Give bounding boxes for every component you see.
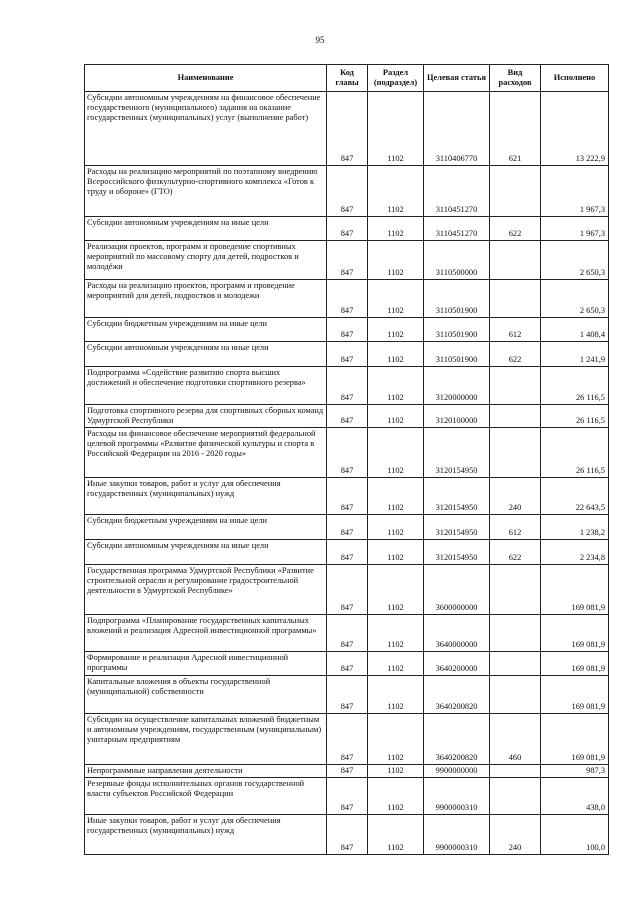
table-row: [85, 814, 609, 854]
cell-kind: [490, 777, 541, 814]
header-name: Наименование: [85, 65, 327, 92]
cell-name: Расходы на финансовое обеспечение мероприятий федеральной целевой программы «Развитие физической культуры и спорта в Российской Федерации на 2016 - 2020 годы»: [85, 428, 327, 478]
table-row: [85, 515, 609, 540]
cell-code: 847: [327, 367, 368, 405]
cell-code: 847: [327, 777, 368, 814]
cell-kind: [490, 241, 541, 280]
cell-name: Субсидии на осуществление капитальных вложений бюджетным и автономным учреждениям, государственным (муниципальным) унитарным предприятиям: [85, 714, 327, 765]
cell-name: Непрограммные направления деятельности: [85, 765, 327, 778]
table-row: [85, 342, 609, 367]
cell-section: 1102: [368, 428, 424, 478]
cell-name: Реализация проектов, программ и проведение спортивных мероприятий по массовому спорту для детей, подростков и молодёжи: [85, 241, 327, 280]
cell-section: 1102: [368, 342, 424, 367]
cell-name: Субсидии автономным учреждениям на финансовое обеспечение государственного (муниципального) задания на оказание государственных (муниципальных) услуг (выполнение работ): [85, 92, 327, 166]
cell-executed: 169 081,9: [541, 652, 609, 676]
table-row: [85, 540, 609, 565]
table-row: [85, 241, 609, 280]
cell-name: Подпрограмма «Содействие развитию спорта высших достижений и обеспечение подготовки спортивного резерва»: [85, 367, 327, 405]
cell-article: 3110451270: [424, 217, 490, 241]
cell-kind: 460: [490, 714, 541, 765]
cell-article: 3110500000: [424, 241, 490, 280]
table-row: [85, 217, 609, 241]
cell-section: 1102: [368, 280, 424, 318]
cell-executed: 26 116,5: [541, 405, 609, 428]
header-executed: Исполнено: [541, 65, 609, 92]
cell-article: 3120154950: [424, 515, 490, 540]
budget-table: [84, 64, 609, 855]
cell-code: 847: [327, 478, 368, 515]
cell-code: 847: [327, 217, 368, 241]
cell-kind: 622: [490, 540, 541, 565]
header-section: Раздел (подраздел): [368, 65, 424, 92]
cell-article: 3600000000: [424, 565, 490, 615]
table-row: [85, 367, 609, 405]
cell-executed: 13 222,9: [541, 92, 609, 166]
cell-executed: 169 081,9: [541, 714, 609, 765]
cell-executed: 169 081,9: [541, 676, 609, 714]
cell-section: 1102: [368, 166, 424, 217]
cell-section: 1102: [368, 241, 424, 280]
cell-code: 847: [327, 92, 368, 166]
cell-code: 847: [327, 814, 368, 854]
table-row: [85, 318, 609, 342]
cell-executed: 2 234,8: [541, 540, 609, 565]
cell-code: 847: [327, 565, 368, 615]
page-number: 95: [315, 35, 325, 45]
cell-code: 847: [327, 714, 368, 765]
cell-kind: 621: [490, 92, 541, 166]
cell-executed: 2 650,3: [541, 241, 609, 280]
cell-kind: [490, 280, 541, 318]
cell-kind: 622: [490, 217, 541, 241]
cell-executed: 1 408,4: [541, 318, 609, 342]
cell-section: 1102: [368, 814, 424, 854]
table-row: [85, 615, 609, 652]
cell-kind: 622: [490, 342, 541, 367]
cell-section: 1102: [368, 652, 424, 676]
cell-section: 1102: [368, 478, 424, 515]
cell-code: 847: [327, 166, 368, 217]
cell-executed: 987,3: [541, 765, 609, 778]
table-row: [85, 565, 609, 615]
cell-executed: 26 116,5: [541, 367, 609, 405]
header-article: Целевая статья: [424, 65, 490, 92]
cell-article: 3120154950: [424, 428, 490, 478]
cell-article: 9900000000: [424, 765, 490, 778]
cell-code: 847: [327, 318, 368, 342]
table-row: [85, 428, 609, 478]
cell-executed: 22 643,5: [541, 478, 609, 515]
cell-section: 1102: [368, 777, 424, 814]
cell-executed: 1 238,2: [541, 515, 609, 540]
cell-code: 847: [327, 765, 368, 778]
cell-kind: [490, 676, 541, 714]
header-kind: Вид расходов: [490, 65, 541, 92]
cell-code: 847: [327, 676, 368, 714]
cell-article: 3640200000: [424, 652, 490, 676]
cell-article: 3640200820: [424, 714, 490, 765]
cell-code: 847: [327, 515, 368, 540]
cell-name: Субсидии автономным учреждениям на иные цели: [85, 342, 327, 367]
cell-name: Иные закупки товаров, работ и услуг для обеспечения государственных (муниципальных) нужд: [85, 478, 327, 515]
cell-executed: 1 967,3: [541, 166, 609, 217]
cell-kind: [490, 428, 541, 478]
cell-name: Субсидии бюджетным учреждениям на иные цели: [85, 318, 327, 342]
cell-code: 847: [327, 540, 368, 565]
cell-article: 3110501900: [424, 280, 490, 318]
cell-name: Формирование и реализация Адресной инвестиционной программы: [85, 652, 327, 676]
cell-article: 3640000000: [424, 615, 490, 652]
cell-code: 847: [327, 405, 368, 428]
cell-name: Субсидии автономным учреждениям на иные цели: [85, 540, 327, 565]
table-body: [85, 92, 609, 855]
cell-code: 847: [327, 428, 368, 478]
cell-code: 847: [327, 241, 368, 280]
cell-section: 1102: [368, 765, 424, 778]
cell-section: 1102: [368, 92, 424, 166]
cell-article: 3120154950: [424, 478, 490, 515]
cell-kind: [490, 615, 541, 652]
cell-section: 1102: [368, 676, 424, 714]
table-row: [85, 777, 609, 814]
cell-name: Иные закупки товаров, работ и услуг для обеспечения государственных (муниципальных) нужд: [85, 814, 327, 854]
cell-kind: [490, 565, 541, 615]
cell-executed: 1 241,9: [541, 342, 609, 367]
cell-article: 3110501900: [424, 318, 490, 342]
cell-kind: 240: [490, 478, 541, 515]
table-row: [85, 92, 609, 166]
cell-section: 1102: [368, 540, 424, 565]
cell-article: 3110501900: [424, 342, 490, 367]
cell-name: Субсидии бюджетным учреждениям на иные цели: [85, 515, 327, 540]
cell-code: 847: [327, 652, 368, 676]
cell-executed: 26 116,5: [541, 428, 609, 478]
cell-name: Капитальные вложения в объекты государственной (муниципальной) собственности: [85, 676, 327, 714]
cell-name: Резервные фонды исполнительных органов государственной власти субъектов Российской Федерации: [85, 777, 327, 814]
cell-section: 1102: [368, 515, 424, 540]
cell-article: 3120100000: [424, 405, 490, 428]
cell-name: Субсидии автономным учреждениям на иные цели: [85, 217, 327, 241]
cell-executed: 438,0: [541, 777, 609, 814]
cell-section: 1102: [368, 405, 424, 428]
cell-section: 1102: [368, 217, 424, 241]
cell-name: Подпрограмма «Планирование государственных капитальных вложений и реализация Адресной инвестиционной программы»: [85, 615, 327, 652]
cell-section: 1102: [368, 367, 424, 405]
cell-kind: [490, 652, 541, 676]
table-row: [85, 405, 609, 428]
cell-name: Государственная программа Удмуртской Республики «Развитие строительной отрасли и регулирование градостроительной деятельности в Удмуртской Республике»: [85, 565, 327, 615]
cell-executed: 2 650,3: [541, 280, 609, 318]
cell-article: 3110451270: [424, 166, 490, 217]
cell-section: 1102: [368, 714, 424, 765]
cell-code: 847: [327, 342, 368, 367]
table-row: [85, 676, 609, 714]
cell-kind: 612: [490, 318, 541, 342]
table-row: [85, 478, 609, 515]
cell-article: 9900000310: [424, 777, 490, 814]
cell-code: 847: [327, 280, 368, 318]
cell-article: 3640200820: [424, 676, 490, 714]
cell-name: Расходы на реализацию мероприятий по поэтапному внедрению Всероссийского физкультурно-спортивного комплекса «Готов к труду и обороне» (ГТО): [85, 166, 327, 217]
cell-name: Подготовка спортивного резерва для спортивных сборных команд Удмуртской Республики: [85, 405, 327, 428]
table-header: [85, 65, 609, 92]
cell-executed: 169 081,9: [541, 615, 609, 652]
table-row: [85, 166, 609, 217]
cell-kind: [490, 367, 541, 405]
cell-article: 3120000000: [424, 367, 490, 405]
header-code: Код главы: [327, 65, 368, 92]
cell-kind: [490, 405, 541, 428]
cell-kind: 240: [490, 814, 541, 854]
table-row: [85, 280, 609, 318]
cell-article: 3110406770: [424, 92, 490, 166]
table-row: [85, 714, 609, 765]
cell-code: 847: [327, 615, 368, 652]
cell-article: 3120154950: [424, 540, 490, 565]
cell-executed: 100,0: [541, 814, 609, 854]
cell-executed: 1 967,3: [541, 217, 609, 241]
table-row: [85, 652, 609, 676]
cell-kind: [490, 765, 541, 778]
cell-section: 1102: [368, 615, 424, 652]
cell-kind: [490, 166, 541, 217]
cell-executed: 169 081,9: [541, 565, 609, 615]
table-row: [85, 765, 609, 778]
cell-section: 1102: [368, 318, 424, 342]
cell-section: 1102: [368, 565, 424, 615]
cell-name: Расходы на реализацию проектов, программ и проведение мероприятий для детей, подростков и молодежи: [85, 280, 327, 318]
cell-article: 9900000310: [424, 814, 490, 854]
cell-kind: 612: [490, 515, 541, 540]
